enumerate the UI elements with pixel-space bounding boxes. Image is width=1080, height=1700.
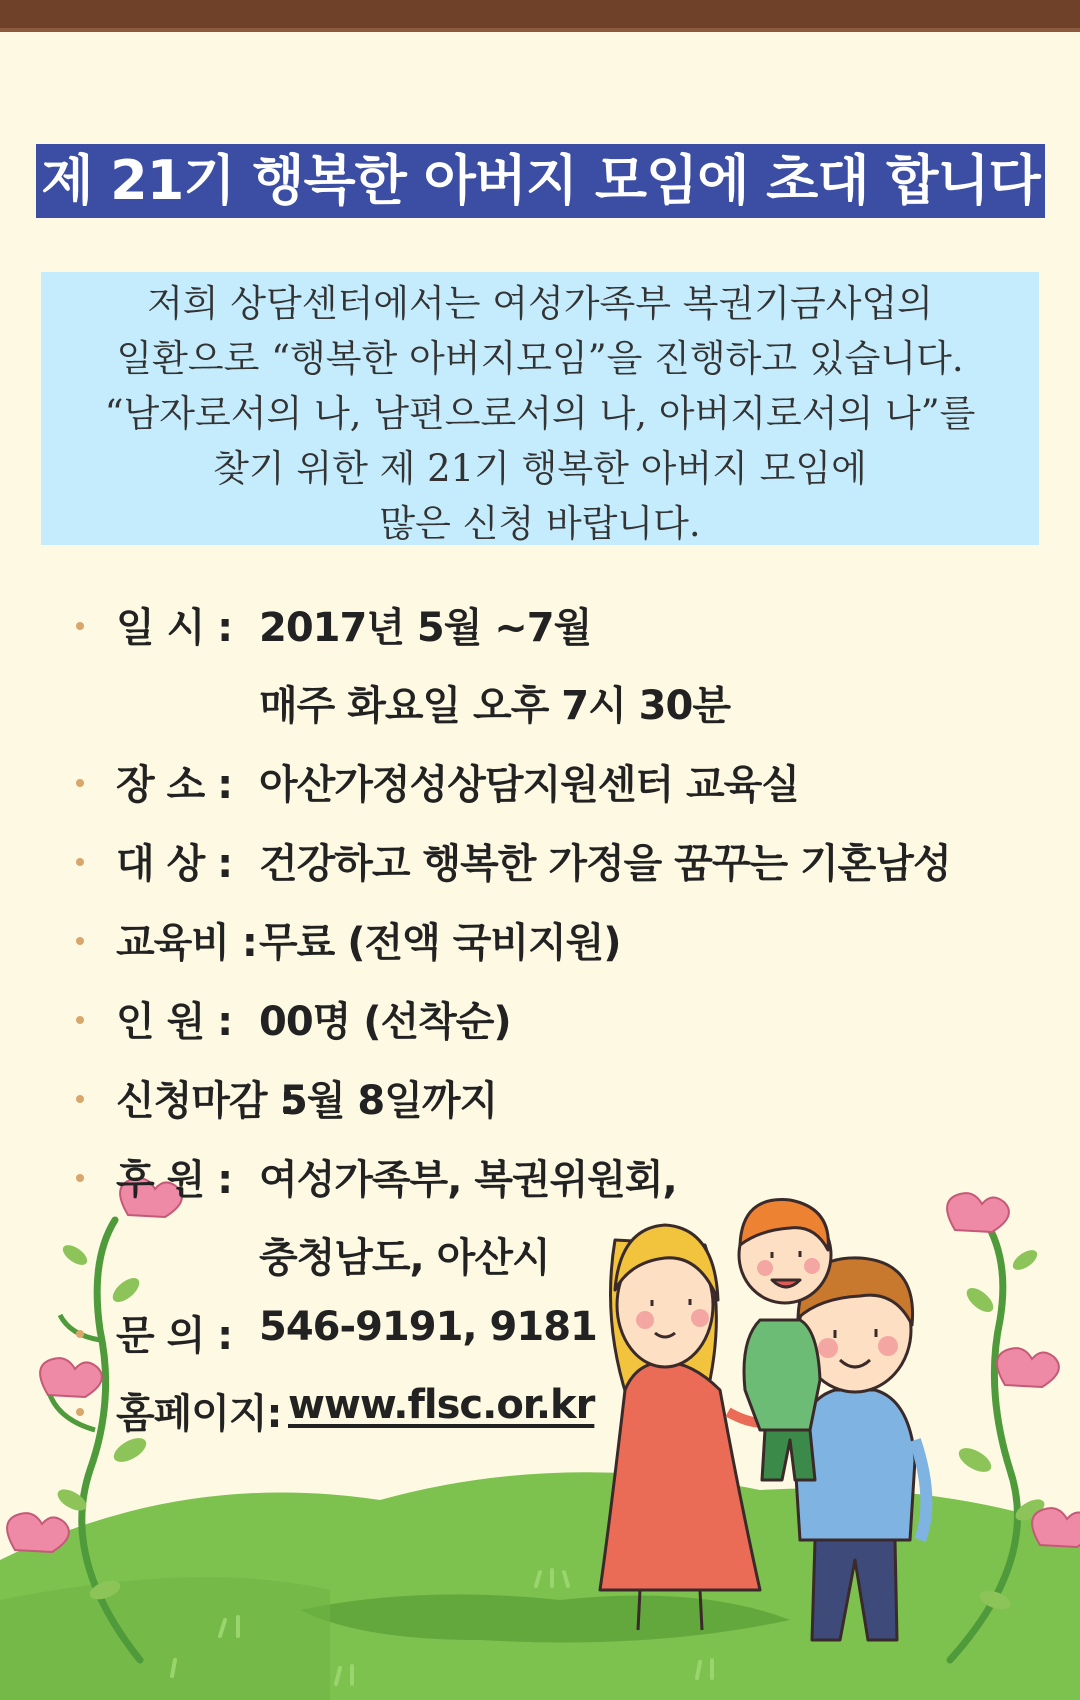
date-value: 2017년 5월 ~7월 <box>259 605 592 651</box>
intro-line: “남자로서의 나, 남편으로서의 나, 아버지로서의 나”를 <box>104 392 976 435</box>
bullet-icon <box>76 1095 84 1103</box>
sponsor-value: 여성가족부, 복권위원회, <box>259 1157 677 1203</box>
bullet-icon <box>76 1408 84 1416</box>
homepage-link[interactable]: www.flsc.or.kr <box>288 1382 595 1428</box>
target-label: 대 상 : <box>116 841 233 887</box>
bullet-icon <box>76 858 84 866</box>
deadline-value: 5월 8일까지 <box>280 1078 498 1124</box>
date-label: 일 시 : <box>116 605 233 651</box>
contact-value: 546-9191, 9181 <box>259 1304 597 1350</box>
intro-line: 일환으로 “행복한 아버지모임”을 진행하고 있습니다. <box>116 337 964 380</box>
top-border <box>0 0 1080 32</box>
place-value: 아산가정성상담지원센터 교육실 <box>259 762 799 808</box>
bullet-icon <box>76 779 84 787</box>
page-title: 제 21기 행복한 아버지 모임에 초대 합니다 <box>36 144 1045 218</box>
homepage-label: 홈페이지: <box>116 1391 282 1437</box>
people-label: 인 원 : <box>116 999 233 1045</box>
bullet-icon <box>76 1016 84 1024</box>
place-label: 장 소 : <box>116 762 233 808</box>
people-value: 00명 (선착순) <box>259 999 511 1045</box>
bullet-icon <box>76 1330 84 1338</box>
contact-label: 문 의 : <box>116 1313 233 1359</box>
sponsor-value-2: 충청남도, 아산시 <box>259 1235 550 1281</box>
bullet-icon <box>76 1174 84 1182</box>
intro-line: 저희 상담센터에서는 여성가족부 복권기금사업의 <box>147 282 933 325</box>
intro-box <box>41 272 1039 545</box>
intro-line: 많은 신청 바랍니다. <box>379 502 701 545</box>
deadline-label: 신청마감 : <box>116 1078 295 1124</box>
time-value: 매주 화요일 오후 7시 30분 <box>259 683 730 729</box>
fee-value: 무료 (전액 국비지원) <box>259 920 621 966</box>
bullet-icon <box>76 937 84 945</box>
bullet-icon <box>76 622 84 630</box>
fee-label: 교육비 : <box>116 920 257 966</box>
target-value: 건강하고 행복한 가정을 꿈꾸는 기혼남성 <box>259 841 951 887</box>
sponsor-label: 후 원 : <box>116 1157 233 1203</box>
intro-line: 찾기 위한 제 21기 행복한 아버지 모임에 <box>213 447 867 490</box>
